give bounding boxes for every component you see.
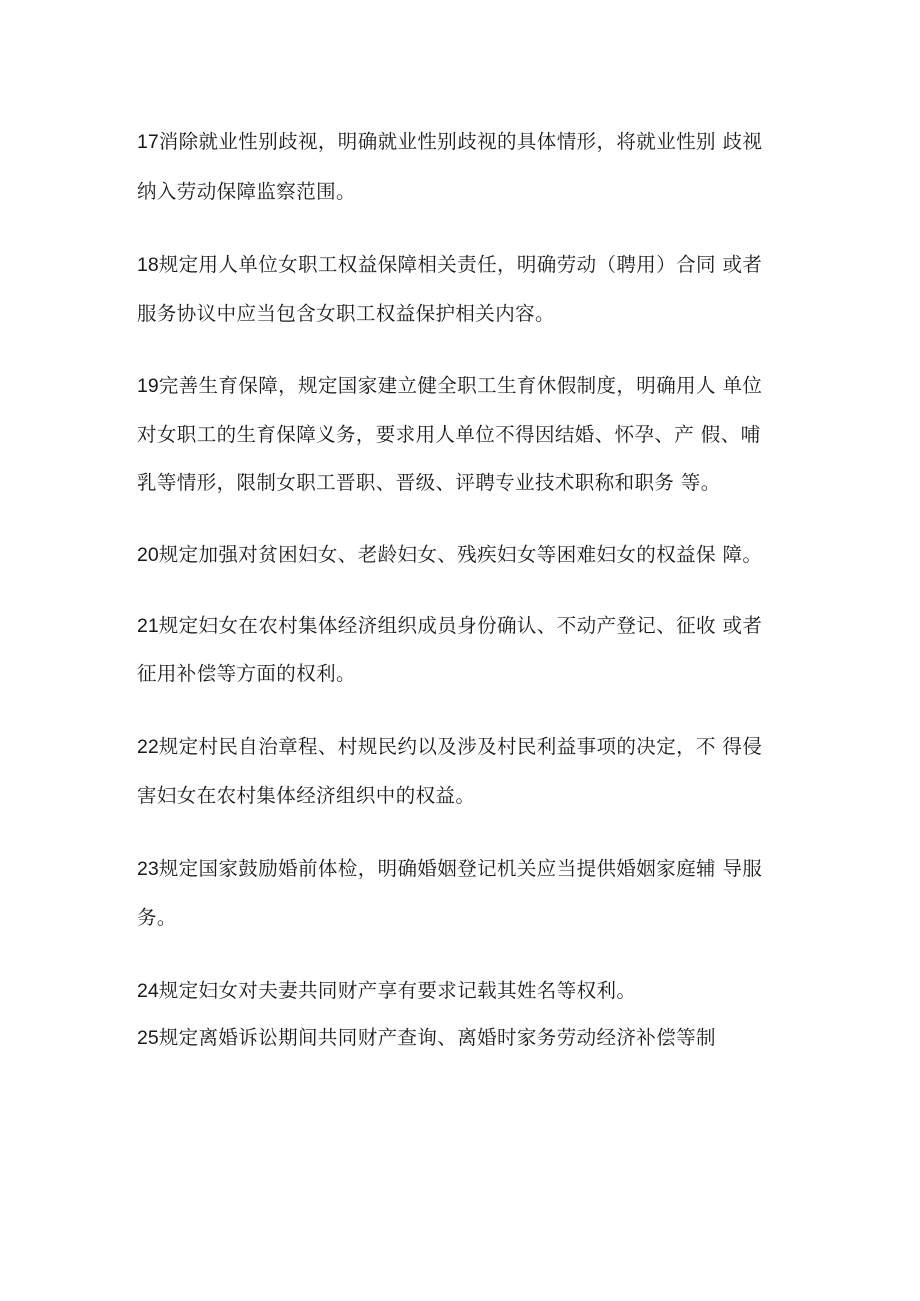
item-text: 规定妇女对夫妻共同财产享有要求记载其姓名等权利。 [158,979,637,1002]
item-number: 17 [137,131,159,153]
item-17-line-1 [137,128,787,156]
item-number: 18 [137,254,159,276]
item-text: 规定国家鼓励婚前体检，明确婚姻登记机关应当提供婚姻家庭辅 导服 [158,857,763,880]
item-22-line-1 [137,733,787,761]
item-text: 征用补偿等方面的权利。 [137,662,356,685]
item-text: 规定村民自治章程、村规民约以及涉及村民利益事项的决定，不 得侵 [158,735,763,758]
item-text: 规定用人单位女职工权益保障相关责任，明确劳动（聘用）合同 或者 [158,253,763,276]
item-text: 乳等情形，限制女职工晋职、晋级、评聘专业技术职称和职务 等。 [137,471,721,494]
item-number: 22 [137,736,159,758]
item-number: 25 [137,1027,159,1049]
item-21-line-2 [137,660,787,688]
item-text: 完善生育保障，规定国家建立健全职工生育休假制度，明确用人 单位 [158,374,763,397]
item-23-line-1 [137,855,787,883]
item-18-line-1 [137,251,787,279]
item-24-line-1 [137,977,787,1005]
item-17-line-2 [137,178,787,206]
item-23-line-2 [137,904,787,932]
item-text: 规定妇女在农村集体经济组织成员身份确认、不动产登记、征收 或者 [158,614,763,637]
item-19-line-3 [137,469,787,497]
item-20-line-1 [137,541,787,569]
item-text: 务。 [137,906,177,929]
item-text: 规定加强对贫困妇女、老龄妇女、残疾妇女等困难妇女的权益保 障。 [158,543,763,566]
item-text: 对女职工的生育保障义务，要求用人单位不得因结婚、怀孕、产 假、哺 [137,423,761,446]
item-text: 纳入劳动保障监察范围。 [137,180,356,203]
item-19-line-2 [137,421,787,449]
item-text: 消除就业性别歧视，明确就业性别歧视的具体情形，将就业性别 歧视 [158,130,763,153]
item-number: 24 [137,980,159,1002]
item-22-line-2 [137,782,787,810]
item-18-line-2 [137,300,787,328]
item-text: 服务协议中应当包含女职工权益保护相关内容。 [137,302,555,325]
item-text: 害妇女在农村集体经济组织中的权益。 [137,784,476,807]
item-25-line-1 [137,1024,787,1052]
item-19-line-1 [137,372,787,400]
item-number: 23 [137,858,159,880]
item-21-line-1 [137,612,787,640]
item-number: 21 [137,615,159,637]
item-number: 19 [137,375,159,397]
item-number: 20 [137,544,159,566]
item-text: 规定离婚诉讼期间共同财产查询、离婚时家务劳动经济补偿等制 [158,1026,716,1049]
